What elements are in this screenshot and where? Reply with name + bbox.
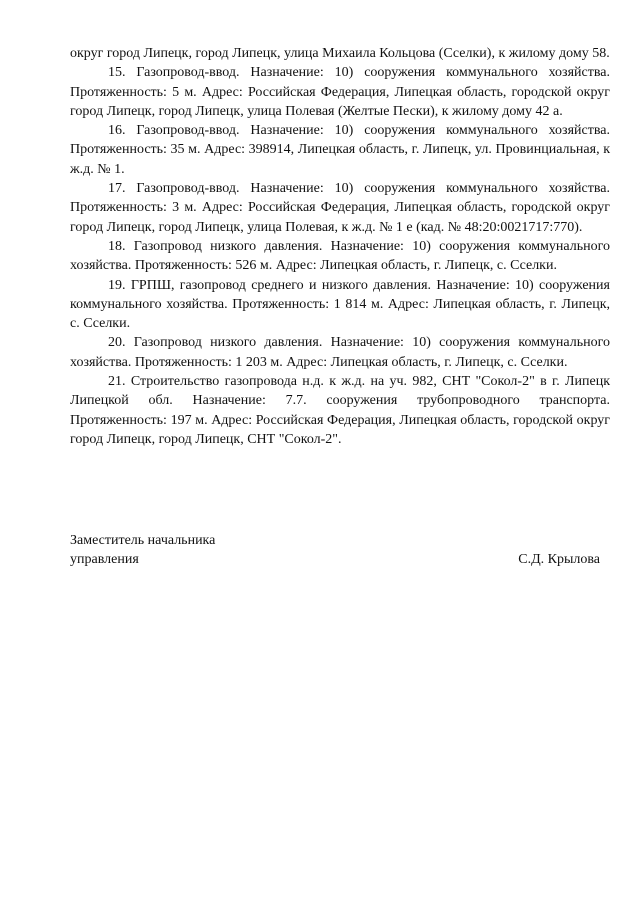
document-body (70, 44, 610, 449)
list-item-16: 16. Газопровод-ввод. Назначение: 10) сооружения коммунального хозяйства. Протяженность: 35 м. Адрес: 398914, Липецкая область, г. Липецк, ул. Провинциальная, к ж.д. № 1. (70, 123, 610, 177)
signature-title: управления (70, 552, 139, 568)
signatory-name: С.Д. Крылова (518, 552, 600, 568)
list-item-15: 15. Газопровод-ввод. Назначение: 10) сооружения коммунального хозяйства. Протяженность: 5 м. Адрес: Российская Федерация, Липецкая область, городской округ город Липецк, город Липецк, улица Полевая (Желтые Пески), к жилому дому 42 а. (70, 65, 610, 119)
list-item-19: 19. ГРПШ, газопровод среднего и низкого давления. Назначение: 10) сооружения коммунального хозяйства. Протяженность: 1 814 м. Адрес: Липецкая область, г. Липецк, с. Сселки. (70, 277, 610, 332)
signature-block (70, 531, 600, 570)
signature-title-line-1: Заместитель начальника (70, 533, 216, 548)
paragraph-continuation: округ город Липецк, город Липецк, улица Михаила Кольцова (Сселки), к жилому дому 58. (70, 46, 610, 61)
signature-title-line-2 (70, 550, 600, 569)
list-item-21: 21. Строительство газопровода н.д. к ж.д. на уч. 982, СНТ "Сокол-2" в г. Липецк Липецкой обл. Назначение: 7.7. сооружения трубопроводного транспорта. Протяженность: 197 м. Адрес: Российская Федерация, Липецкая область, городской округ город Липецк, город Липецк, СНТ "Сокол-2". (70, 374, 610, 447)
list-item-20: 20. Газопровод низкого давления. Назначение: 10) сооружения коммунального хозяйства. Протяженность: 1 203 м. Адрес: Липецкая область, г. Липецк, с. Сселки. (70, 335, 610, 370)
list-item-18: 18. Газопровод низкого давления. Назначение: 10) сооружения коммунального хозяйства. Протяженность: 526 м. Адрес: Липецкая область, г. Липецк, с. Сселки. (70, 238, 610, 274)
list-item-17: 17. Газопровод-ввод. Назначение: 10) сооружения коммунального хозяйства. Протяженность: 3 м. Адрес: Российская Федерация, Липецкая область, городской округ город Липецк, город Липецк, улица Полевая, к ж.д. № 1 е (кад. № 48:20:0021717:770). (70, 181, 610, 235)
